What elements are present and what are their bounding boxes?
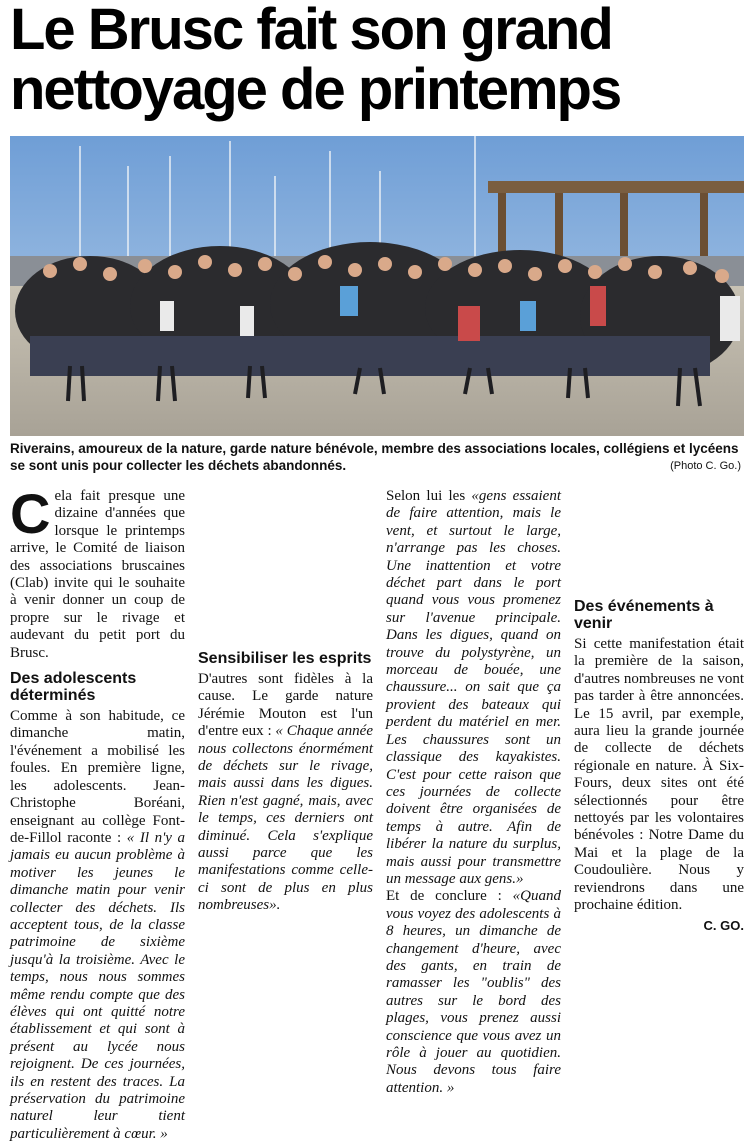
photo-credit: (Photo C. Go.) [670, 460, 741, 472]
subheading-evenements: Des événements à venir [574, 598, 714, 632]
article-column-1 [10, 482, 186, 1143]
subheading-sensibiliser: Sensibiliser les esprits [198, 650, 372, 667]
quote-boreani: « Il n'y a jamais eu aucun problème à motiver les jeunes le dimanche matin pour venir collecter des déchets. Ils acceptent tous, de la classe patrimoine de sixième jusqu'à la troisième. Avec le temps, nous nous sommes même rendu compte que des élèves qui ont quitté notre établissement et qui sont à présent au lycée nous rejoignent. De ces journées, ils en restent des traces. La préservation du patrimoine naturel leur tient particulièrement à cœur. » [10, 829, 186, 1142]
article-column-4 [574, 488, 744, 934]
intro-paragraph: ela fait presque une dizaine d'années que lorsque le printemps arrive, le Comité de liaison des associations bruscaines (Clab) invite qui le souhaite à venir donner un coup de propre sur le rivage et audevant du petit port du Brusc. [10, 488, 185, 661]
article-column-2 [198, 488, 373, 915]
paragraph-2: D'autres sont fidèles à la cause. Le garde nature Jérémie Mouton est l'un d'entre eux : « Chaque année nous collectons énormément de déchets sur le rivage, mais aussi dans les digues. Rien n'est gagné, mais, avec le temps, ces derniers ont diminué. Cela s'explique aussi parce que les manifestations comme celle-ci sont de plus en plus nombreuses». [198, 671, 373, 914]
paragraph-1: Comme à son habitude, ce dimanche matin, l'événement a mobilisé les foules. En première ligne, les adolescents. Jean-Christophe Boréani, enseignant au collège Font-de-Fillol raconte : « Il n'y a jamais eu aucun problème à motiver les jeunes le dimanche matin pour venir collecter des déchets. Ils acceptent tous, de la classe patrimoine de sixième jusqu'à la troisième. Avec le temps, nous nous sommes même rendu compte que des élèves qui ont quitté notre établissement et qui sont à présent au lycée nous rejoignent. De ces journées, ils en restent des traces. La préservation du patrimoine naturel leur tient particulièrement à cœur. » [10, 708, 186, 1142]
subheading-adolescents: Des adolescents déterminés [10, 670, 137, 705]
paragraph-3: Selon lui les «gens essaient de faire attention, mais le vent, et surtout le large, n'arrange pas les choses. Une inattention et votre déchet part dans le port quand vous vous promenez sur l'avenue principale. Dans les digues, quand on trouve du polystyrène, un morceau de bouée, une chaussure... on sait que ça provient des bateaux qui perdent du matériel en mer. Les chaussures sont un classique des kayakistes. C'est pour cette raison que ces journées de collecte doivent être organisées de temps à autre. Afin de libérer la nature du surplus, mais aussi pour transmettre un message aux gens.» [386, 488, 561, 887]
paragraph-4: Et de conclure : «Quand vous voyez des adolescents à 8 heures, un dimanche de changement d'heure, avec des gants, en train de ramasser les "oublis" des autres sur le bord des plages, vous prenez aussi conscience que vous avez un rôle à jouer au quotidien. Nous devons tous faire attention. » [386, 888, 561, 1096]
article-column-3 [386, 488, 561, 1097]
quote-mouton: « Chaque année nous collectons énormément de déchets sur le rivage, mais aussi dans les digues. Rien n'est gagné, mais, avec le temps, ces derniers ont diminué. Cela s'explique aussi parce que les manifestations comme celle-ci sont de plus en plus nombreuses». [198, 723, 373, 914]
photo-caption: Riverains, amoureux de la nature, garde nature bénévole, membre des associations locales, collégiens et lycéens se sont unis pour collecter les déchets abandonnés. [10, 441, 739, 473]
headline: Le Brusc fait son grand nettoyage de printemps [10, 0, 621, 122]
paragraph-5: Si cette manifestation était la première de la saison, d'autres nombreuses ne vont pas tarder à être annoncées. Le 15 avril, par exemple, aura lieu la grande journée de collecte de déchets régionale en nature. À Six-Fours, deux sites ont été sélectionnés pour être nettoyés par les volontaires bénévoles : Notre Dame du Mai et la plage de la Coudoulière. Nous y reviendrons dans une prochaine édition. [574, 636, 744, 914]
group-photo [10, 136, 744, 436]
quote-conclusion: «Quand vous voyez des adolescents à 8 heures, un dimanche de changement d'heure, avec des gants, en train de ramasser les "oublis" des autres sur le bord des plages, vous prenez aussi conscience que vous avez un rôle à jouer au quotidien. Nous devons tous faire attention. » [386, 888, 561, 1096]
quote-mouton-2: «gens essaient de faire attention, mais le vent, et surtout le large, n'arrange pas les choses. Une inattention et votre déchet part dans le port quand vous vous promenez sur l'avenue principale. Dans les digues, quand on trouve du polystyrène, un morceau de bouée, une chaussure... on sait que ça provient des bateaux qui perdent du matériel en mer. Les chaussures sont un classique des kayakistes. C'est pour cette raison que ces journées de collecte doivent être organisées de temps à autre. Afin de libérer la nature du surplus, mais aussi pour transmettre un message aux gens.» [386, 488, 561, 887]
author-signature: C. GO. [703, 917, 744, 933]
drop-cap: C [10, 482, 51, 545]
